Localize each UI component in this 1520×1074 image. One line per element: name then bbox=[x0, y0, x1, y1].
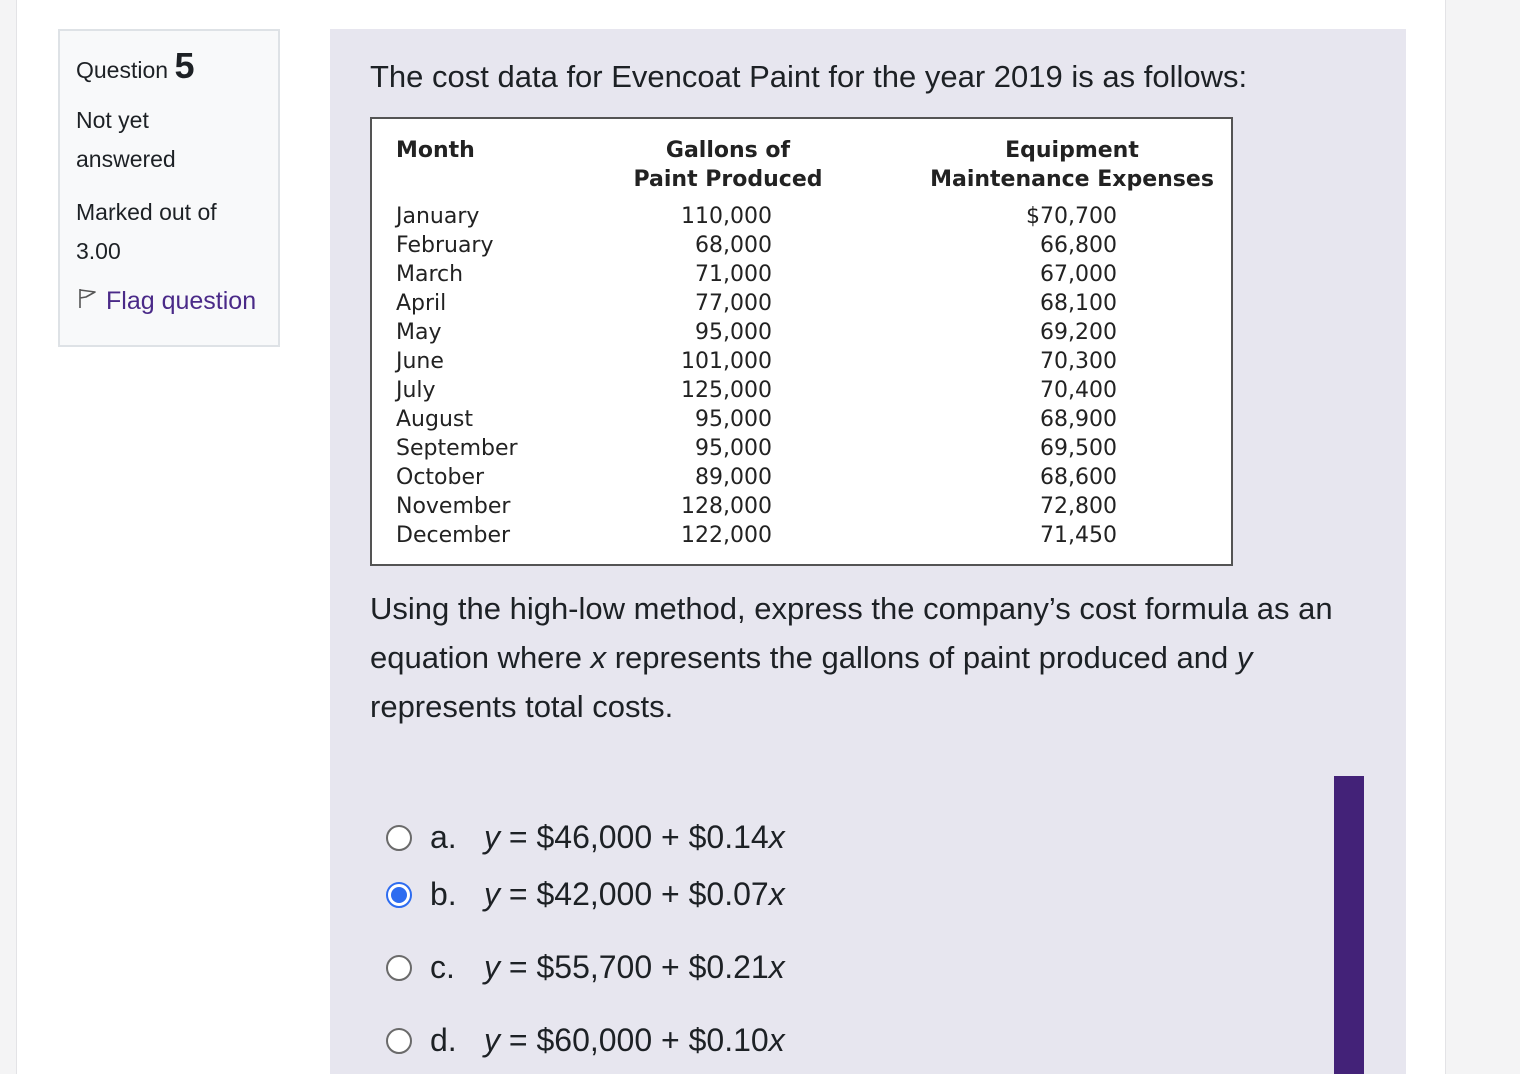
gallons-cell: 122,000 bbox=[681, 523, 772, 548]
answer-formula bbox=[484, 1022, 785, 1059]
table-header-expenses-line-1: Equipment bbox=[1005, 138, 1139, 163]
gallons-cell: 95,000 bbox=[695, 436, 772, 461]
answer-letter: d. bbox=[430, 1022, 457, 1058]
month-cell: March bbox=[396, 262, 464, 287]
question-text bbox=[370, 584, 1370, 731]
month-cell: December bbox=[396, 523, 511, 548]
gallons-cell: 95,000 bbox=[695, 407, 772, 432]
flag-question-link[interactable] bbox=[76, 287, 262, 316]
expenses-cell: 70,300 bbox=[1040, 349, 1117, 374]
flag-question-label: Flag question bbox=[106, 287, 257, 315]
scrollbar-thumb[interactable] bbox=[1334, 776, 1364, 1074]
formula-y: y bbox=[484, 949, 500, 985]
month-cell: July bbox=[396, 378, 436, 403]
month-cell: November bbox=[396, 494, 511, 519]
gallons-cell: 71,000 bbox=[695, 262, 772, 287]
formula-y: y bbox=[484, 1022, 500, 1058]
table-row bbox=[372, 434, 1231, 463]
expenses-cell: 66,800 bbox=[1040, 233, 1117, 258]
variable-x: x bbox=[590, 640, 607, 675]
question-label: Question bbox=[76, 57, 169, 83]
gallons-cell: 89,000 bbox=[695, 465, 772, 490]
table-header-expenses bbox=[927, 136, 1217, 194]
month-cell: August bbox=[396, 407, 473, 432]
radio-a[interactable] bbox=[386, 825, 412, 851]
cost-data-table bbox=[370, 117, 1233, 566]
answer-option-c[interactable] bbox=[386, 949, 785, 986]
table-row bbox=[372, 202, 1231, 231]
answer-option-b[interactable] bbox=[386, 876, 785, 913]
formula-y: y bbox=[484, 876, 500, 912]
answer-letter: a. bbox=[430, 819, 457, 855]
table-row bbox=[372, 347, 1231, 376]
expenses-cell: 68,900 bbox=[1040, 407, 1117, 432]
expenses-cell: 67,000 bbox=[1040, 262, 1117, 287]
radio-b[interactable] bbox=[386, 882, 412, 908]
month-cell: February bbox=[396, 233, 494, 258]
expenses-cell: 72,800 bbox=[1040, 494, 1117, 519]
question-info-panel bbox=[58, 29, 280, 347]
question-number-value: 5 bbox=[174, 45, 195, 86]
month-cell: June bbox=[396, 349, 444, 374]
table-row bbox=[372, 405, 1231, 434]
expenses-cell: $70,700 bbox=[1026, 204, 1117, 229]
expenses-cell: 71,450 bbox=[1040, 523, 1117, 548]
expenses-cell: 69,200 bbox=[1040, 320, 1117, 345]
question-intro: The cost data for Evencoat Paint for the year 2019 is as follows: bbox=[370, 59, 1248, 94]
table-header-month: Month bbox=[396, 138, 475, 163]
formula-body: = $42,000 + $0.07 bbox=[500, 876, 769, 912]
table-row bbox=[372, 492, 1231, 521]
question-grade bbox=[76, 193, 262, 271]
grade-line-1: Marked out of bbox=[76, 199, 217, 225]
month-cell: October bbox=[396, 465, 485, 490]
question-content bbox=[330, 29, 1406, 1074]
table-row bbox=[372, 521, 1231, 550]
answer-letter: b. bbox=[430, 876, 457, 912]
table-header-gallons bbox=[628, 136, 828, 194]
question-text-part-1: Using the high-low method, express the company’s cost formula as an equation where bbox=[370, 591, 1333, 675]
table-row bbox=[372, 289, 1231, 318]
table-header-gallons-line-1: Gallons of bbox=[665, 138, 791, 163]
formula-body: = $60,000 + $0.10 bbox=[500, 1022, 769, 1058]
gallons-cell: 125,000 bbox=[681, 378, 772, 403]
radio-d[interactable] bbox=[386, 1028, 412, 1054]
answer-option-a[interactable] bbox=[386, 819, 785, 856]
status-line-2: answered bbox=[76, 146, 176, 172]
table-header-gallons-line-2: Paint Produced bbox=[633, 167, 823, 192]
table-row bbox=[372, 318, 1231, 347]
expenses-cell: 68,100 bbox=[1040, 291, 1117, 316]
question-status bbox=[76, 101, 262, 179]
formula-x: x bbox=[768, 819, 785, 855]
answer-option-d[interactable] bbox=[386, 1022, 785, 1059]
flag-icon bbox=[76, 287, 98, 316]
formula-x: x bbox=[768, 876, 785, 912]
table-row bbox=[372, 463, 1231, 492]
status-line-1: Not yet bbox=[76, 107, 149, 133]
formula-body: = $55,700 + $0.21 bbox=[500, 949, 769, 985]
expenses-cell: 68,600 bbox=[1040, 465, 1117, 490]
table-row bbox=[372, 260, 1231, 289]
gallons-cell: 77,000 bbox=[695, 291, 772, 316]
table-body bbox=[372, 202, 1231, 550]
gallons-cell: 110,000 bbox=[681, 204, 772, 229]
gallons-cell: 95,000 bbox=[695, 320, 772, 345]
gallons-cell: 101,000 bbox=[681, 349, 772, 374]
question-number bbox=[76, 45, 262, 87]
answer-letter: c. bbox=[430, 949, 455, 985]
table-header-expenses-line-2: Maintenance Expenses bbox=[930, 167, 1214, 192]
answer-formula bbox=[484, 819, 785, 856]
gallons-cell: 68,000 bbox=[695, 233, 772, 258]
table-row bbox=[372, 376, 1231, 405]
month-cell: April bbox=[396, 291, 447, 316]
month-cell: January bbox=[396, 204, 480, 229]
table-row bbox=[372, 231, 1231, 260]
formula-x: x bbox=[768, 949, 785, 985]
grade-line-2: 3.00 bbox=[76, 238, 121, 264]
expenses-cell: 69,500 bbox=[1040, 436, 1117, 461]
radio-c[interactable] bbox=[386, 955, 412, 981]
question-text-part-2: represents the gallons of paint produced and bbox=[606, 640, 1237, 675]
formula-x: x bbox=[768, 1022, 785, 1058]
gallons-cell: 128,000 bbox=[681, 494, 772, 519]
answer-formula bbox=[484, 949, 785, 986]
formula-body: = $46,000 + $0.14 bbox=[500, 819, 769, 855]
month-cell: May bbox=[396, 320, 442, 345]
month-cell: September bbox=[396, 436, 518, 461]
variable-y: y bbox=[1236, 640, 1253, 675]
answer-formula bbox=[484, 876, 785, 913]
expenses-cell: 70,400 bbox=[1040, 378, 1117, 403]
formula-y: y bbox=[484, 819, 500, 855]
question-text-part-3: represents total costs. bbox=[370, 689, 674, 724]
